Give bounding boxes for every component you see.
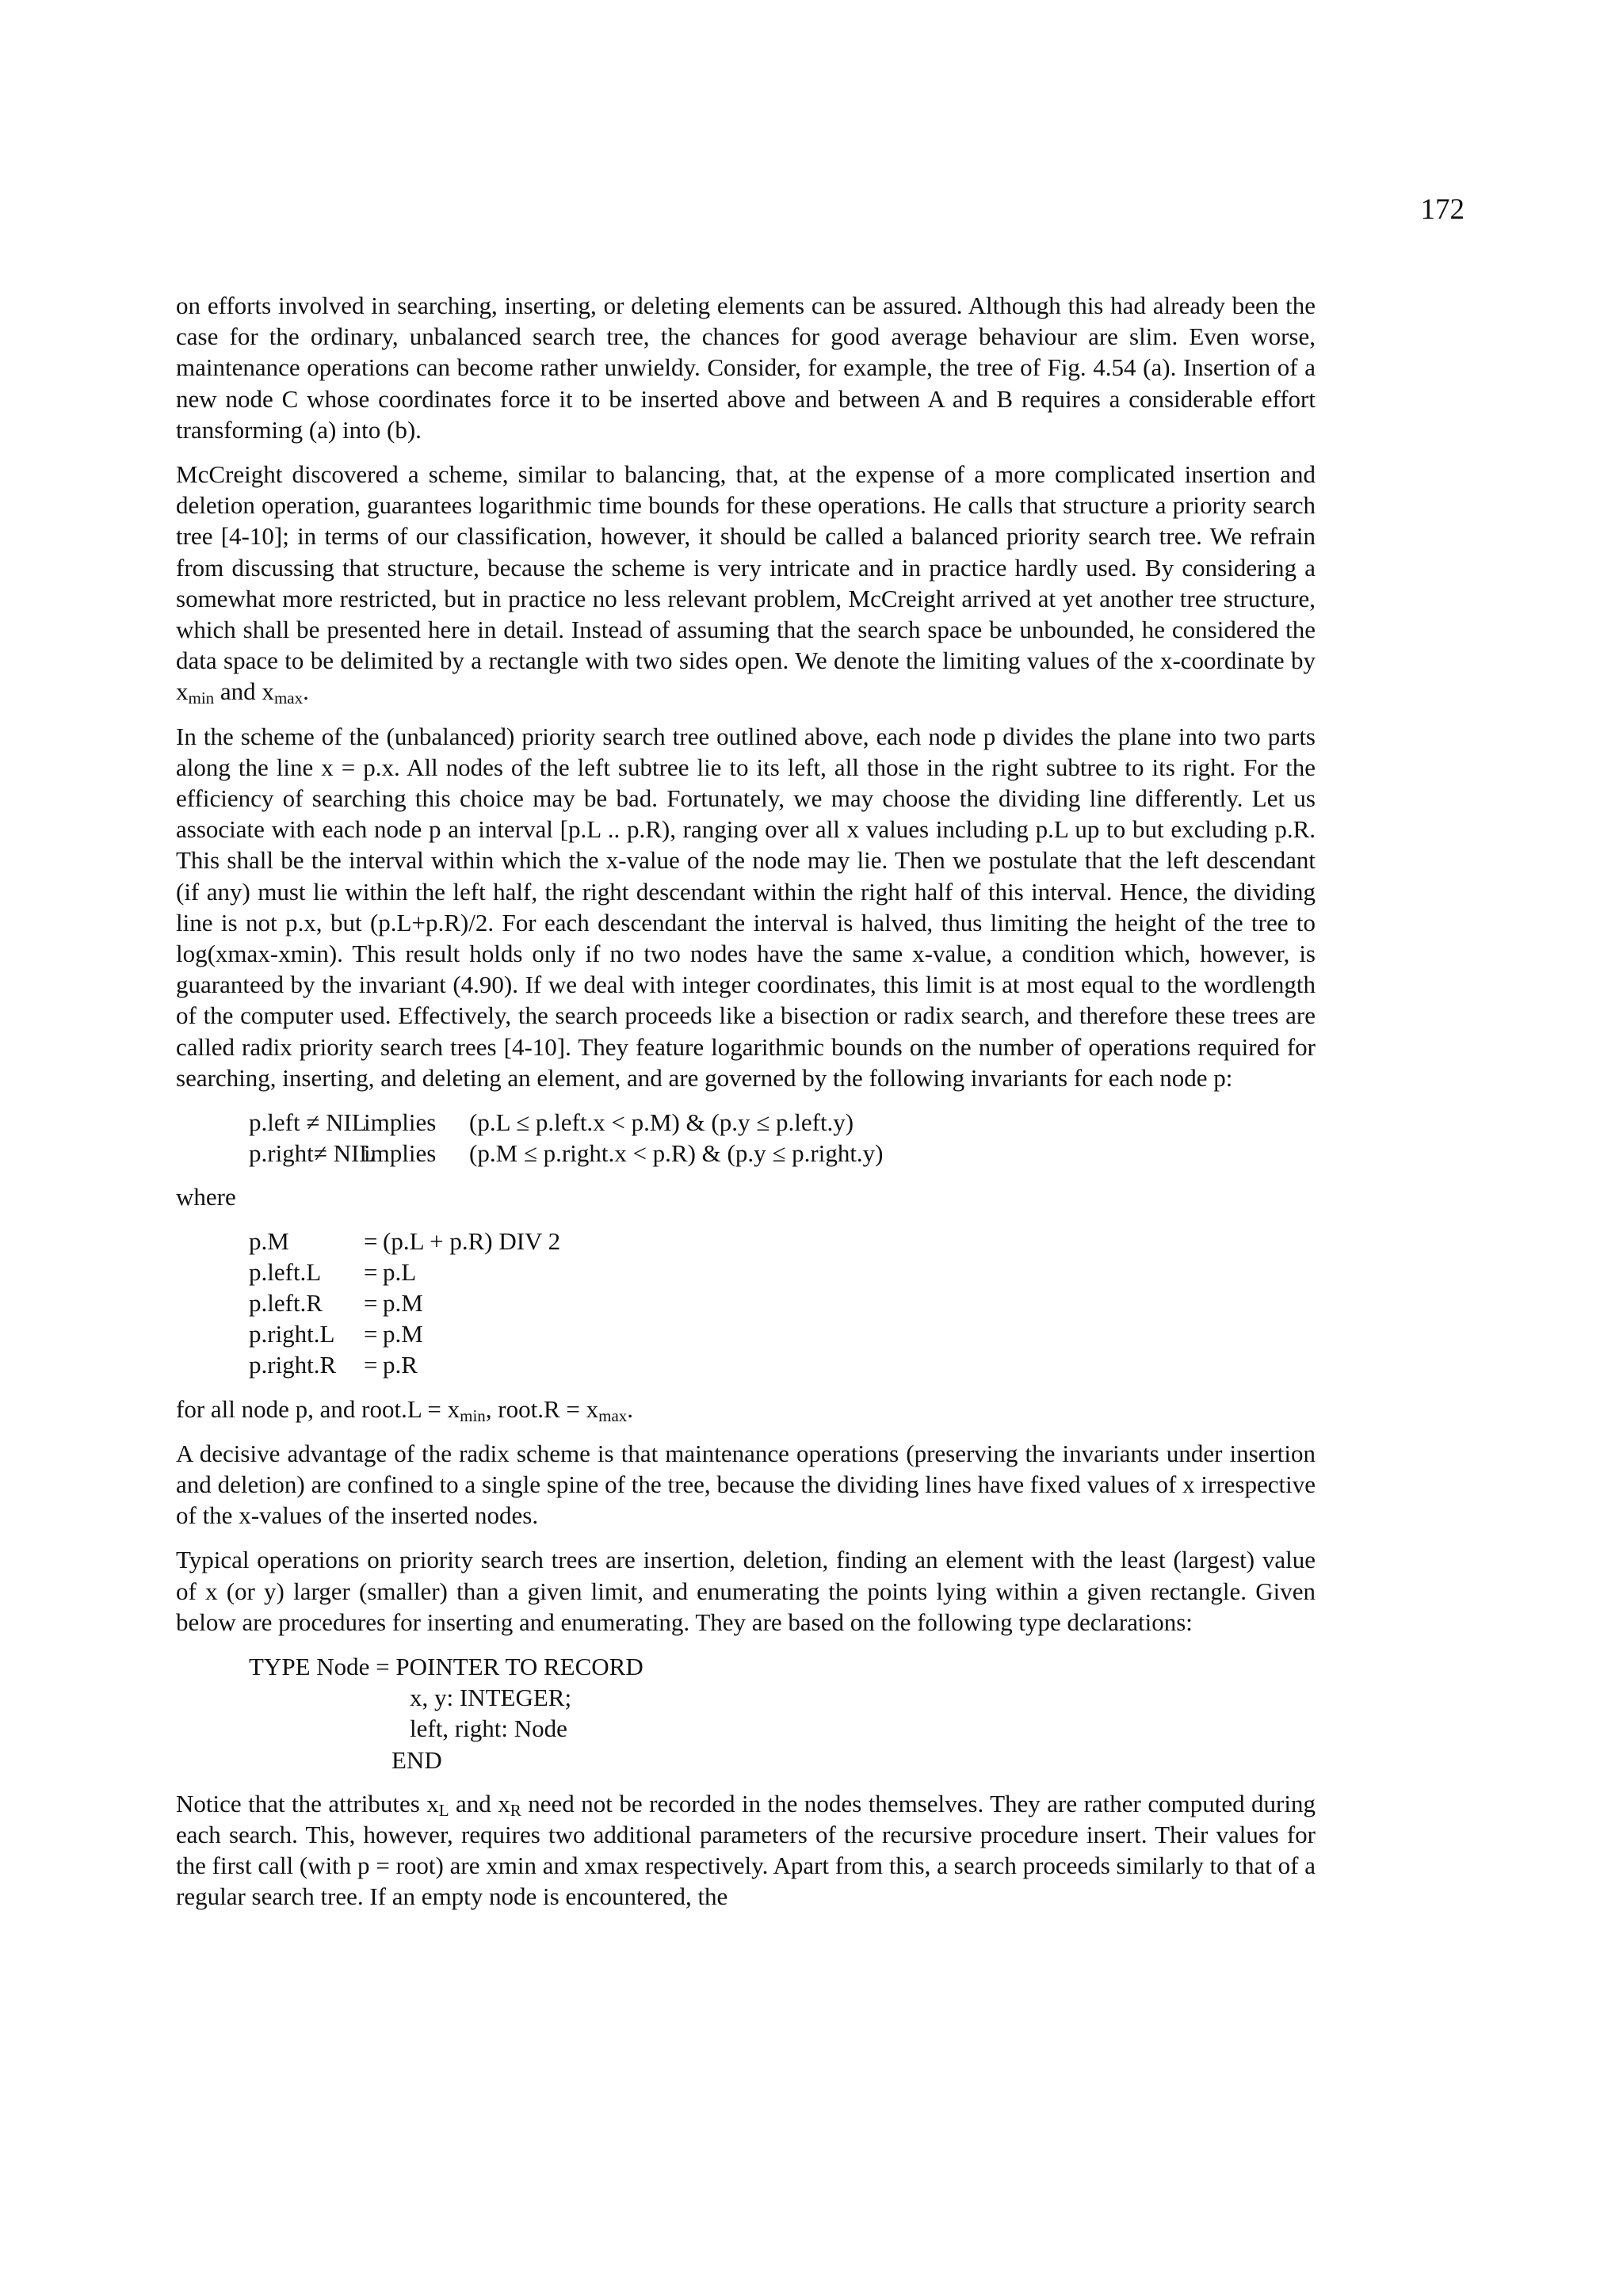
paragraph-1: on efforts involved in searching, inserting, or deleting elements can be assured. Although this had already been the case for the ordinary, unbalanced search tree, the chances for good average behaviour are slim. Even worse, maintenance operations can become rather unwieldy. Consider, for example, the tree of Fig. 4.54 (a). Insertion of a new node C whose coordinates force it to be inserted above and between A and B requires a considerable effort transforming (a) into (b). — [176, 292, 1316, 444]
definition-rhs: p.M — [383, 1320, 423, 1348]
where-label: where — [176, 1183, 236, 1211]
definition-rhs: p.L — [383, 1257, 417, 1286]
paragraph-2-end: . — [303, 677, 309, 706]
forall-mid: , root.R = x — [485, 1394, 599, 1423]
subscript-max: max — [598, 1405, 628, 1425]
subscript-r: R — [510, 1800, 521, 1820]
paragraph-2-and: and x — [214, 677, 274, 706]
invariant-op: implies — [364, 1108, 437, 1137]
paragraph-3: In the scheme of the (unbalanced) priority search tree outlined above, each node p divides the plane into two parts along the line x = p.x. All nodes of the left subtree lie to its left, all those in the right subtree to its right. For the efficiency of searching this choice may be bad. Fortunately, we may choose the dividing line differently. Let us associate with each node p an interval [p.L .. p.R), ranging over all x values including p.L up to but excluding p.R. This shall be the interval within which the x-value of the node may lie. Then we postulate that the left descendant (if any) must lie within the left half, the right descendant within the right half of this interval. Hence, the dividing line is not p.x, but (p.L+p.R)/2. For each descendant the interval is halved, thus limiting the height of the tree to log(xmax-xmin). This result holds only if no two nodes have the same x-value, a condition which, however, is guaranteed by the invariant (4.90). If we deal with integer coordinates, this limit is at most equal to the wordlength of the computer used. Effectively, the search proceeds like a bisection or radix search, and therefore these trees are called radix priority search trees [4-10]. They feature logarithmic bounds on the number of operations required for searching, inserting, and deleting an element, and are governed by the following invariants for each node p: — [176, 722, 1316, 1092]
definition-row — [176, 1318, 1316, 1349]
forall-end: . — [627, 1394, 634, 1423]
paragraph-6-pre: Notice that the attributes x — [176, 1789, 439, 1817]
subscript-min: min — [188, 688, 215, 708]
definition-eq: = — [364, 1351, 378, 1379]
definition-rhs: p.R — [383, 1351, 418, 1379]
forall-pre: for all node p, and root.L = x — [176, 1394, 460, 1423]
paragraph-6-rest: need not be recorded in the nodes themselves. They are rather computed during each search. This, however, requires two additional parameters of the recursive procedure insert. Their values for the first call (with p = root) are xmin and xmax respectively. Apart from this, a search proceeds similarly to that of a regular search tree. If an empty node is encountered, the — [176, 1789, 1316, 1911]
definition-rhs: (p.L + p.R) DIV 2 — [383, 1226, 561, 1255]
definition-row — [176, 1226, 1316, 1257]
invariant-lhs: p.right≠ NIL — [249, 1139, 375, 1168]
subscript-l: L — [438, 1800, 449, 1820]
code-line: TYPE Node = POINTER TO RECORD — [249, 1653, 643, 1681]
code-line: END — [391, 1745, 442, 1774]
invariant-lhs: p.left ≠ NIL — [249, 1108, 367, 1137]
definition-eq: = — [364, 1320, 378, 1348]
paragraph-6-and: and x — [449, 1789, 510, 1817]
definition-lhs: p.left.R — [249, 1289, 323, 1318]
invariant-op: implies — [364, 1139, 437, 1168]
page-number: 172 — [1420, 193, 1465, 226]
definition-eq: = — [364, 1289, 378, 1318]
invariant-block — [176, 1107, 1316, 1169]
code-line: x, y: INTEGER; — [410, 1684, 572, 1712]
definition-row — [176, 1257, 1316, 1287]
definition-rhs: p.M — [383, 1289, 423, 1318]
definition-lhs: p.right.R — [249, 1351, 337, 1379]
forall-line — [176, 1394, 1316, 1425]
invariant-row — [176, 1138, 1316, 1169]
subscript-min: min — [460, 1405, 486, 1425]
definition-lhs: p.right.L — [249, 1320, 335, 1348]
code-line: left, right: Node — [410, 1714, 567, 1743]
definition-lhs: p.left.L — [249, 1257, 322, 1286]
invariant-rhs: (p.M ≤ p.right.x < p.R) & (p.y ≤ p.right.y) — [469, 1139, 884, 1168]
invariant-rhs: (p.L ≤ p.left.x < p.M) & (p.y ≤ p.left.y) — [469, 1108, 854, 1137]
definition-eq: = — [364, 1257, 378, 1286]
subscript-max: max — [273, 688, 304, 708]
paragraph-2-text: McCreight discovered a scheme, similar to balancing, that, at the expense of a more complicated insertion and deletion operation, guarantees logarithmic time bounds for these operations. He calls that structure a priority search tree [4-10]; in terms of our classification, however, it should be called a balanced priority search tree. We refrain from discussing that structure, because the scheme is very intricate and in practice hardly used. By considering a somewhat more restricted, but in practice no less relevant problem, McCreight arrived at yet another tree structure, which shall be presented here in detail. Instead of assuming that the search space be unbounded, he considered the data space to be delimited by a rectangle with two sides open. We denote the limiting values of the x-coordinate by x — [176, 460, 1316, 706]
definition-row — [176, 1349, 1316, 1380]
paragraph-5: Typical operations on priority search trees are insertion, deletion, finding an element with the least (largest) value of x (or y) larger (smaller) than a given limit, and enumerating the points lying within a given rectangle. Given below are procedures for inserting and enumerating. They are based on the following type declarations: — [176, 1546, 1316, 1636]
definition-block — [176, 1226, 1316, 1381]
paragraph-2 — [176, 459, 1316, 707]
definition-eq: = — [364, 1226, 378, 1255]
invariant-row — [176, 1107, 1316, 1138]
definition-lhs: p.M — [249, 1226, 289, 1255]
definition-row — [176, 1287, 1316, 1318]
page-body — [176, 290, 1316, 1926]
type-declaration-code — [249, 1651, 1316, 1775]
paragraph-6 — [176, 1788, 1316, 1913]
paragraph-4: A decisive advantage of the radix scheme is that maintenance operations (preserving the invariants under insertion and deletion) are confined to a single spine of the tree, because the dividing lines have fixed values of x irrespective of the x-values of the inserted nodes. — [176, 1439, 1316, 1530]
